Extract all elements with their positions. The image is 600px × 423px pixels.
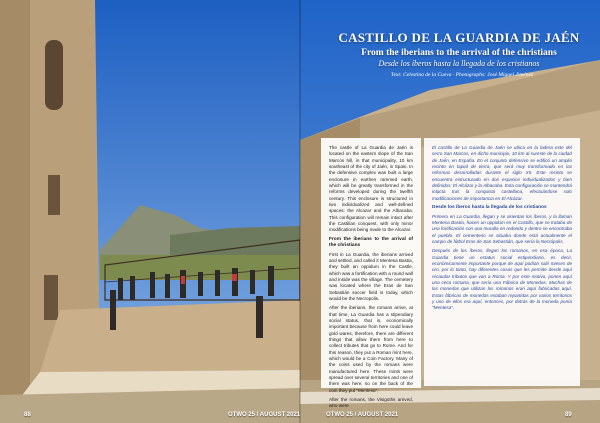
- page-gutter: [299, 0, 301, 423]
- right-page-number: 89: [565, 412, 572, 418]
- english-paragraph-1: First in La Guardia, the iberians arrived and settled, and called it Mentesa Bastia, they built an oppidum in the Castle, which was a fortification with a round wall and inside was the village. The cemetery was located where the Eras de San Sebastián soccer field is today, which would be the Necropolis.: [329, 251, 414, 302]
- article-subtitle-english: From the iberians to the arrival of the christians: [361, 48, 557, 58]
- english-section-heading: From the iberians to the arrival of the christians: [329, 236, 413, 249]
- spanish-section-heading: Desde los íberos hasta la llegada de los cristianos: [432, 204, 547, 210]
- left-magazine-issue: OTWO 25 / AUGUST 2021: [228, 412, 301, 418]
- english-text-column: [321, 138, 421, 409]
- article-title: CASTILLO DE LA GUARDIA DE JAÉN: [338, 30, 580, 45]
- author-photographer-credits: Text: Celestina de la Cueva · Photographs: José Miguel Jiménez: [390, 72, 534, 78]
- english-intro: The castle of La Guardia de Jaén is located on the eastern slope of the San Marcos hill, in that municipality, 10 km southeast of the city of Jaén, in Spain. In the defensive complex was built a large enclosure in earthen rammed earth, which will be greatly transformed in the reforms developed during the twelfth century. This enclosure is structured in two individualized and well-defined spaces: the Alcazar and the Albacaba. This configuration will remain intact after the Castilian conquest, with only minor modifications being made to the Alcazar.: [329, 145, 413, 233]
- right-magazine-issue: OTWO 25 / AUGUST 2021: [326, 412, 399, 418]
- article-subtitle-spanish: Desde los íberos hasta la llegada de los cristianos: [378, 59, 540, 68]
- article-title-block: [335, 30, 583, 68]
- spanish-paragraph-2: Después de los íberos, llegan los romanos, en esa época, La Guardia tiene un estatus social estipendiario, es decir, económicamente importante porque de aquí podían salir mieses de oro, por lo tanto, hay diferentes cosas que les permite desde aquí recaudar tributos que van a Roma. Y por este motivo, ponen aquí una ceca romana, que sería una Fábrica de Monedas. Muchas de las monedas que utilizan los romanos eran aquí fabricadas aquí. Estas fábricas de monedas estaban repartidas por varios territorios y uno de ellos era aquí, entonces, por detrás de la moneda ponía "Mentesa".: [432, 248, 572, 311]
- english-paragraph-3: After the romans, the Visigoths arrived, who were: [329, 397, 413, 409]
- left-page-number: 88: [24, 412, 31, 418]
- spanish-text-column: [424, 138, 580, 386]
- spanish-paragraph-1: Primero en La Guardia, llegan y se asientan los íberos, y la llaman Mentesa Bastia, hacen un oppidum en el Castillo, que se trataba de una fortificación con una muralla en redondo y dentro se encontraba el pueblo. El cementerio se situaba donde está actualmente el campo de fútbol Eras de San Sebastián, que sería la Necrópolis.: [432, 213, 572, 244]
- spanish-intro: El castillo de La Guardia de Jaén se ubica en la ladera este del cerro San Marcos, en dicho municipio, 10 km al sureste de la ciudad de Jaén, en España. En el conjunto defensivo se edificó un amplio recinto en tapial de tierra, que será muy transformado en las reformas desarrolladas durante el siglo XII. Este recinto se encuentra estructurado en dos espacios individualizados y bien definidos: El Alcázar y la Albacaba. Esta configuración se mantendrá intacta tras la conquista castellana, efectuándose solo modificaciones de importancia en El Alcázar.: [432, 145, 572, 201]
- english-paragraph-2: After the iberians, the romans arrive, at that time, La Guardia has a stipendiary social status, that is, economically important because from here could leave gold wares, therefore, there are different things that allow them from here to collect tributes that go to Rome. And for this reason, they put a Roman mint here, which would be a Coin Factory. Many of the coins used by the romans were manufactured here. These mints were spread over several territories and one of them was here, so on the back of the coin they put "Mentesa".: [329, 305, 413, 393]
